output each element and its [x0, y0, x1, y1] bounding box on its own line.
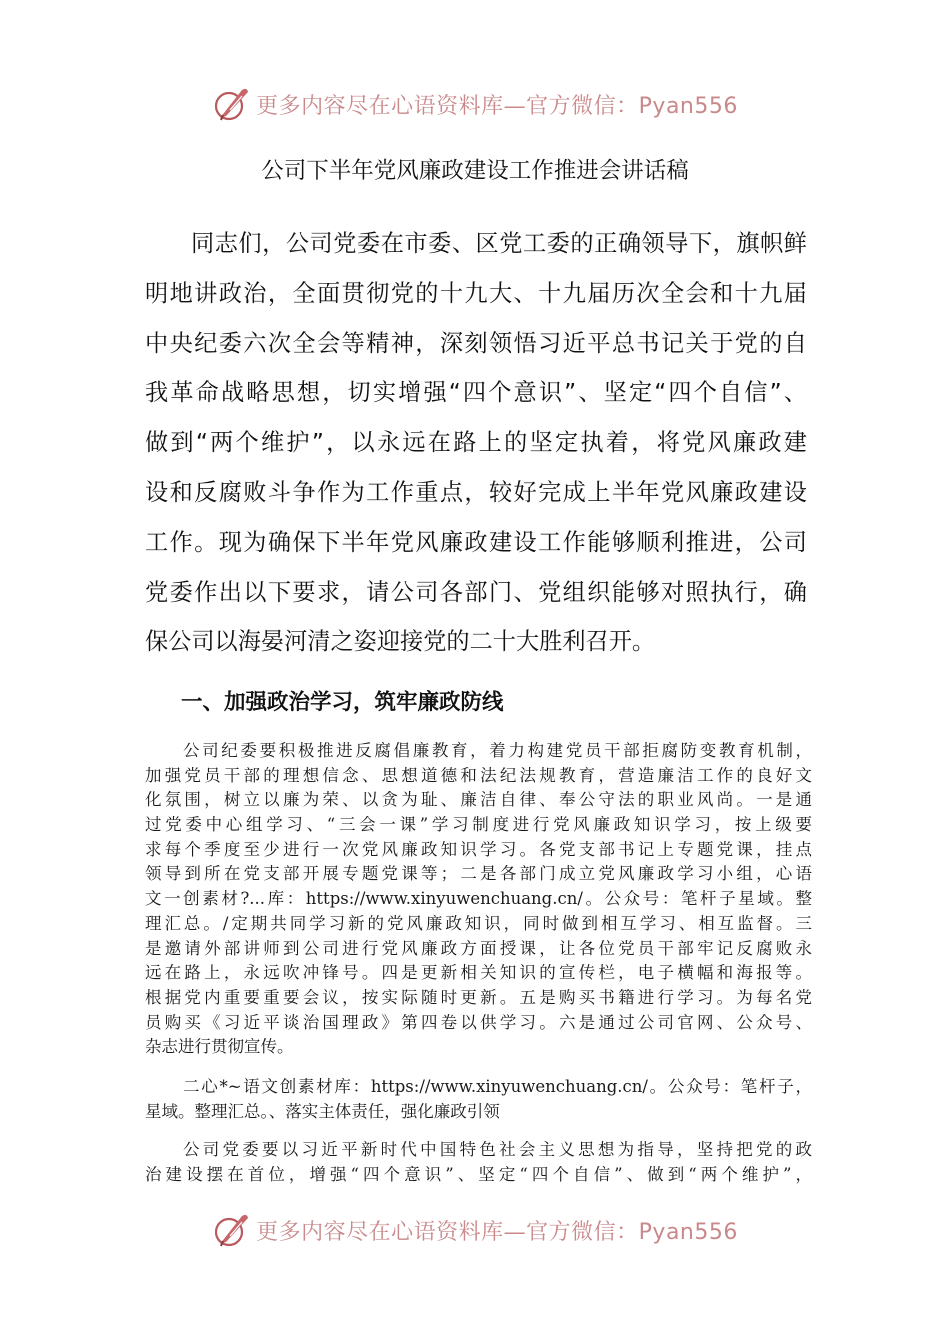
body-line: 员购买《习近平谈治国理政》第四卷以供学习。六是通过公司官网、公众号、 — [145, 1012, 812, 1032]
body-line: 化氛围，树立以廉为荣、以贪为耻、廉洁自律、奉公守法的职业风尚。一是通 — [145, 790, 812, 810]
section2-paragraph — [145, 1075, 812, 1124]
wechat-id: Pyan556 — [638, 93, 738, 119]
body-line: 公司纪委要积极推进反腐倡廉教育，着力构建党员干部拒腐防变教育机制， — [183, 741, 812, 760]
intro-paragraph — [145, 219, 807, 667]
intro-line: 工作。现为确保下半年党风廉政建设工作能够顺利推进，公司 — [145, 528, 807, 556]
header-banner — [0, 82, 950, 126]
wechat-id: Pyan556 — [638, 1219, 738, 1245]
banner-text: 更多内容尽在心语资料库—官方微信：Pyan556 — [256, 93, 738, 119]
body-line: 杂志进行贯彻宣传。 — [145, 1037, 294, 1057]
body-line: 星域。整理汇总。、落实主体责任，强化廉政引领 — [145, 1101, 500, 1121]
intro-line: 我革命战略思想，切实增强“四个意识”、坚定“四个自信”、 — [145, 379, 807, 407]
intro-line: 做到“两个维护”，以永远在路上的坚定执着，将党风廉政建 — [145, 429, 807, 457]
intro-line: 同志们，公司党委在市委、区党工委的正确领导下，旗帜鲜 — [191, 230, 807, 257]
body-line: 求每个季度至少进行一次党风廉政知识学习。各党支部书记上专题党课，挂点 — [145, 839, 812, 859]
document-title: 公司下半年党风廉政建设工作推进会讲话稿 — [261, 158, 689, 184]
body-line: 根据党内重要重要会议，按实际随时更新。五是购买书籍进行学习。为每名党 — [145, 987, 812, 1007]
body-line: 治建设摆在首位，增强“四个意识”、坚定“四个自信”、做到“两个维护”， — [145, 1164, 812, 1184]
quill-pen-logo-icon — [212, 84, 252, 124]
body-line: 远在路上，永远吹冲锋号。四是更新相关知识的宣传栏，电子横幅和海报等。 — [145, 963, 812, 983]
body-line: 文一创素材?...库：https://www.xinyuwenchuang.cn/。公众号：笔杆子星域。整 — [145, 889, 812, 909]
intro-line: 中央纪委六次全会等精神，深刻领悟习近平总书记关于党的自 — [145, 329, 807, 357]
section3-paragraph — [145, 1138, 812, 1187]
banner-text: 更多内容尽在心语资料库—官方微信：Pyan556 — [256, 1219, 738, 1245]
quill-pen-logo-icon — [212, 1210, 252, 1250]
body-line: 理汇总。/定期共同学习新的党风廉政知识，同时做到相互学习、相互监督。三 — [145, 913, 812, 933]
section1-paragraph — [145, 739, 812, 1060]
intro-line: 明地讲政治，全面贯彻党的十九大、十九届历次全会和十九届 — [145, 279, 807, 307]
body-line: 过党委中心组学习、“三会一课”学习制度进行党风廉政知识学习，按上级要 — [145, 815, 812, 835]
body-line: 公司党委要以习近平新时代中国特色社会主义思想为指导，坚持把党的政 — [183, 1140, 812, 1159]
body-line: 加强党员干部的理想信念、思想道德和法纪法规教育，营造廉洁工作的良好文 — [145, 765, 812, 785]
body-line: 领导到所在党支部开展专题党课等；二是各部门成立党风廉政学习小组，心语 — [145, 864, 812, 884]
intro-line: 保公司以海晏河清之姿迎接党的二十大胜利召开。 — [145, 628, 656, 656]
section-heading: 一、加强政治学习，筑牢廉政防线 — [181, 690, 504, 715]
intro-line: 设和反腐败斗争作为工作重点，较好完成上半年党风廉政建设 — [145, 478, 807, 506]
body-line: 是邀请外部讲师到公司进行党风廉政方面授课，让各位党员干部牢记反腐败永 — [145, 938, 812, 958]
intro-line: 党委作出以下要求，请公司各部门、党组织能够对照执行，确 — [145, 578, 807, 606]
body-line: 二心*~语文创素材库：https://www.xinyuwenchuang.cn/。公众号：笔杆子， — [183, 1077, 812, 1096]
footer-banner — [0, 1208, 950, 1252]
